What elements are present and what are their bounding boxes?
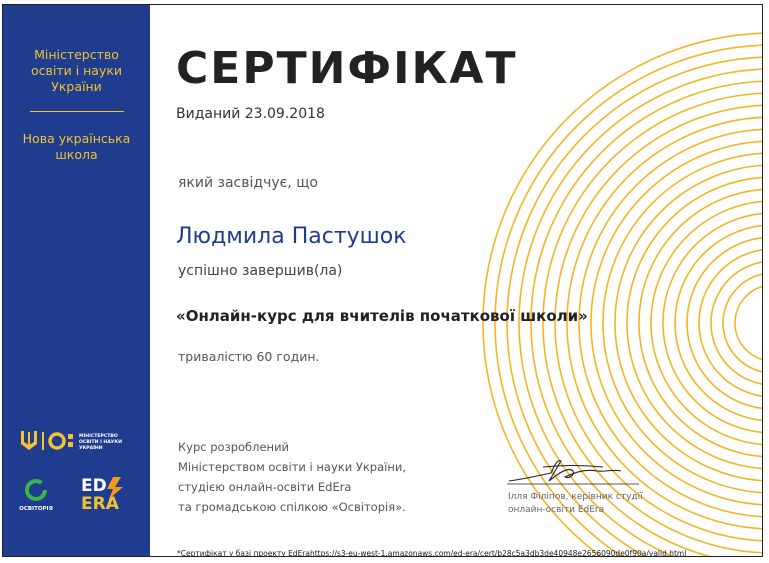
trident-icon	[21, 431, 37, 450]
developed-by-line-1: Курс розроблений	[178, 440, 290, 454]
certifies-text: який засвідчує, що	[178, 175, 318, 191]
issued-date: Виданий 23.09.2018	[176, 106, 325, 122]
developed-by-line-4: та громадською спілкою «Освіторія».	[178, 500, 406, 514]
logo-ministry-text-2: ОСВІТИ І НАУКИ	[79, 440, 122, 445]
footnote-link[interactable]: *Сертифікат у базі проекту EdErahttps://s3-eu-west-1.amazonaws.com/ed-era/cert/b28c5a3db3de40948e2656090de0f90a/valid.html	[177, 549, 687, 557]
edera-logo	[81, 476, 123, 513]
edera-label-2: ERA	[81, 494, 119, 513]
developed-by-line-2: Міністерством освіти і науки України,	[178, 460, 406, 474]
course-name: «Онлайн-курс для вчителів початкової школи»	[176, 307, 588, 325]
sidebar-divider	[30, 111, 124, 112]
nus-line-1: Нова українська	[22, 131, 131, 146]
nus-line-2: школа	[55, 147, 98, 162]
logo-ministry-text-1: МІНІСТЕРСТВО	[79, 434, 118, 439]
certificate	[2, 4, 763, 557]
logo-ministry-text-3: УКРАЇНИ	[79, 446, 103, 451]
duration-text: тривалістю 60 годин.	[178, 349, 320, 364]
signer	[508, 491, 658, 517]
partner-logos	[17, 473, 142, 513]
ministry-logo	[17, 428, 142, 454]
ring-icon	[50, 434, 64, 448]
developed-by-line-3: студією онлайн-освіти EdEra	[178, 480, 352, 494]
signer-line-1: Ілля Філіпов, керівник студії	[508, 492, 643, 502]
recipient-name: Людмила Пастушок	[176, 224, 407, 249]
ministry-line-2: освіти і науки	[30, 63, 123, 78]
logo-divider	[42, 432, 44, 450]
completed-text: успішно завершив(ла)	[178, 263, 343, 279]
osvitoria-label: ОСВІТОРІЯ	[19, 506, 53, 512]
developed-by	[178, 437, 478, 517]
ministry-line-1: Міністерство	[34, 47, 119, 62]
signature	[503, 453, 643, 489]
edera-label-1: ED	[81, 476, 107, 496]
certificate-title: СЕРТИФІКАТ	[176, 43, 518, 94]
ministry-line-3: України	[51, 79, 102, 94]
sidebar	[3, 5, 150, 556]
signer-line-2: онлайн-освіти EdEra	[508, 505, 605, 515]
osvitoria-logo	[19, 481, 53, 512]
